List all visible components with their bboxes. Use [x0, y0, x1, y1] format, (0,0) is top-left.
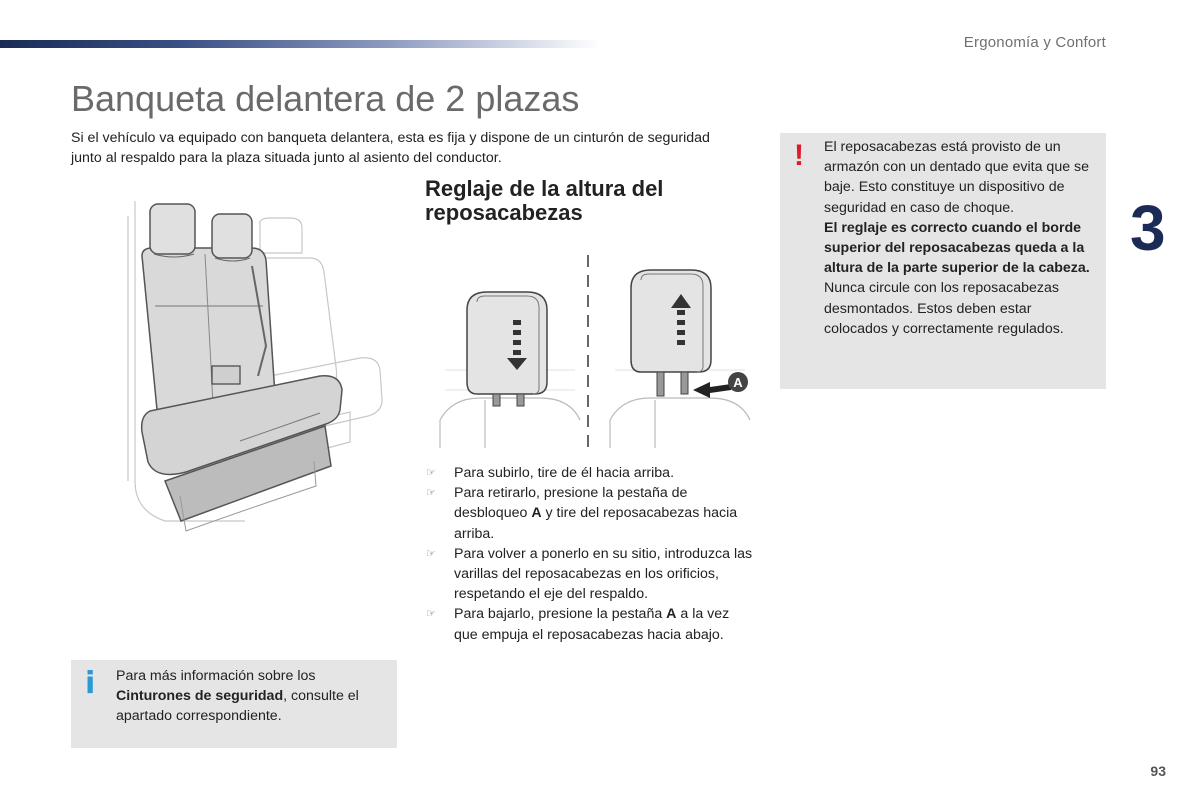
label-a: A: [733, 375, 743, 390]
headrest-adjustment-illustration: [435, 250, 755, 450]
list-item: [426, 463, 756, 483]
warning-text-1: El reposacabezas está provisto de un armazón con un dentado que evita que se baje. Esto constituye un dispositivo de seguridad en caso de choque.: [824, 139, 1090, 216]
step-bold: A: [666, 606, 677, 623]
step-marker-icon: ☞: [426, 467, 436, 479]
list-item: [426, 483, 756, 544]
warning-text: [824, 137, 1096, 339]
info-text-start: Para más información sobre los: [116, 668, 316, 684]
step-marker-icon: ☞: [426, 608, 436, 621]
step-text: Para subirlo, tire de él hacia arriba.: [454, 465, 675, 481]
info-box: [71, 660, 397, 748]
chapter-number: 3: [1130, 192, 1166, 264]
step-text: Para retirarlo, presione la pestaña de desbloqueo: [454, 485, 688, 522]
info-text: [116, 666, 388, 727]
info-icon: i: [85, 666, 96, 701]
header-gradient-bar: [0, 40, 600, 48]
warning-box: [780, 133, 1106, 389]
step-marker-icon: ☞: [426, 487, 436, 500]
intro-paragraph: Si el vehículo va equipado con banqueta delantera, esta es fija y dispone de un cinturón de seguridad junto al respaldo para la plaza situada junto al asiento del conductor.: [71, 130, 710, 166]
section-title: Ergonomía y Confort: [963, 34, 1106, 51]
warning-text-bold: El reglaje es correcto cuando el borde superior del reposacabezas queda a la altura de la parte superior de la cabeza.: [824, 219, 1090, 277]
info-text-end: , consulte el apartado correspondiente.: [116, 688, 359, 725]
step-text: Para volver a ponerlo en su sitio, introduzca las varillas del reposacabezas en los orificios, respetando el eje del respaldo.: [454, 545, 753, 603]
step-bold: A: [531, 505, 542, 522]
subheading: Reglaje de la altura del reposacabezas: [425, 176, 664, 225]
step-text: Para bajarlo, presione la pestaña: [454, 606, 667, 623]
info-text-bold: Cinturones de seguridad: [116, 688, 284, 705]
list-item: [426, 604, 756, 644]
warning-icon: !: [794, 139, 804, 172]
steps-list: [426, 463, 756, 645]
step-text: y tire del reposacabezas hacia arriba.: [454, 505, 738, 542]
bench-seat-illustration: [120, 196, 390, 546]
step-marker-icon: ☞: [426, 547, 436, 560]
page-title: Banqueta delantera de 2 plazas: [71, 78, 580, 119]
page-number: 93: [1150, 763, 1166, 779]
warning-text-2: Nunca circule con los reposacabezas desmontados. Estos deben estar colocados y correctamente regulados.: [824, 280, 1064, 337]
list-item: [426, 544, 756, 605]
step-text: a la vez que empuja el reposacabezas hacia abajo.: [454, 606, 730, 643]
